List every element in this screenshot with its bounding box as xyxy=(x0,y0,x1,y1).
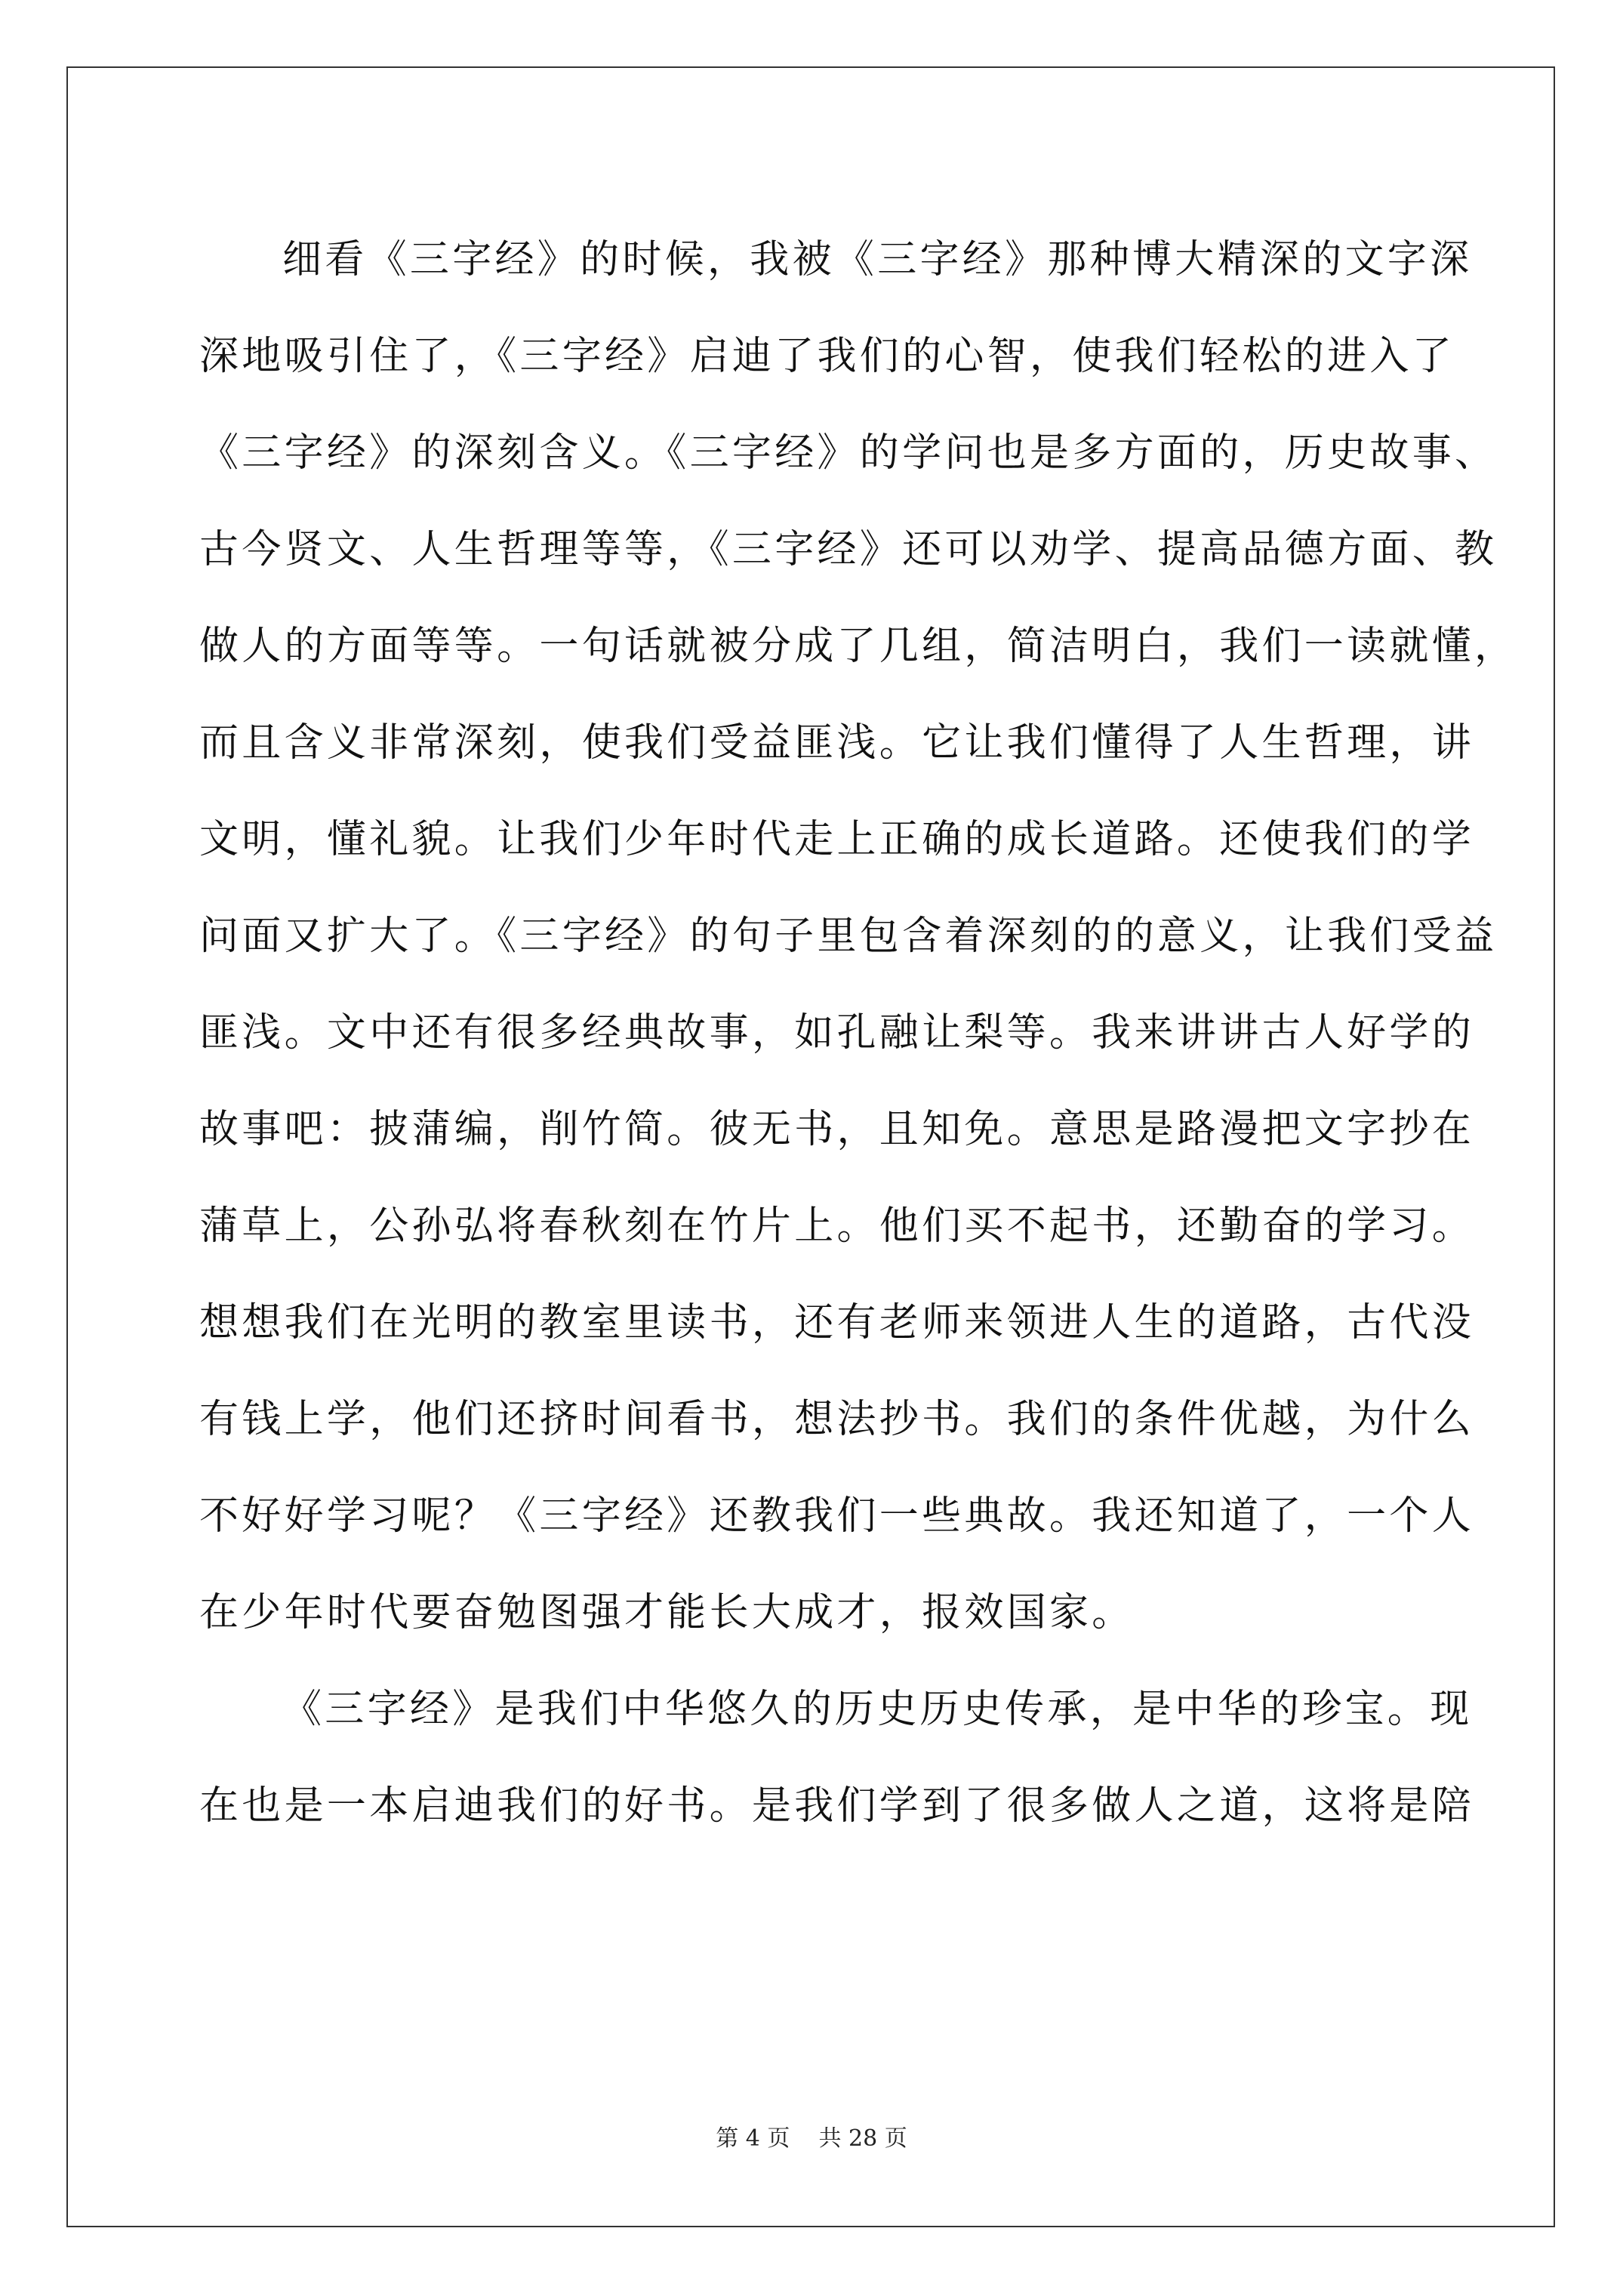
text-line: 细看《三字经》的时候，我被《三字经》那种博大精深的文字深 xyxy=(282,237,1473,282)
text-line: 故事吧：披蒲编，削竹简。彼无书，且知免。意思是路漫把文字抄在 xyxy=(199,1107,1475,1152)
text-line: 做人的方面等等。一句话就被分成了几组，简洁明白，我们一读就懂， xyxy=(199,624,1517,669)
text-line: 蒲草上，公孙弘将春秋刻在竹片上。他们买不起书，还勤奋的学习。 xyxy=(199,1203,1475,1249)
text-line: 在少年时代要奋勉图强才能长大成才，报效国家。 xyxy=(199,1590,1135,1635)
text-line: 问面又扩大了。《三字经》的句子里包含着深刻的的意义，让我们受益 xyxy=(199,914,1498,959)
page-number-footer: 第 4 页 共 28 页 xyxy=(716,2125,907,2152)
text-line: 在也是一本启迪我们的好书。是我们学到了很多做人之道，这将是陪 xyxy=(199,1783,1475,1829)
text-line: 匪浅。文中还有很多经典故事，如孔融让梨等。我来讲讲古人好学的 xyxy=(199,1010,1475,1056)
text-line: 不好好学习呢？《三字经》还教我们一些典故。我还知道了，一个人 xyxy=(199,1493,1475,1539)
text-line: 古今贤文、人生哲理等等，《三字经》还可以劝学、提高品德方面、教 xyxy=(199,527,1498,572)
text-line: 想想我们在光明的教室里读书，还有老师来领进人生的道路，古代没 xyxy=(199,1300,1475,1345)
text-line: 深地吸引住了，《三字经》启迪了我们的心智，使我们轻松的进入了 xyxy=(199,334,1455,379)
text-line: 文明，懂礼貌。让我们少年时代走上正确的成长道路。还使我们的学 xyxy=(199,817,1475,862)
text-line: 《三字经》的深刻含义。《三字经》的学问也是多方面的，历史故事、 xyxy=(199,430,1498,476)
text-line: 而且含义非常深刻，使我们受益匪浅。它让我们懂得了人生哲理，讲 xyxy=(199,720,1475,766)
text-line: 有钱上学，他们还挤时间看书，想法抄书。我们的条件优越，为什么 xyxy=(199,1397,1475,1442)
document-body xyxy=(199,211,1517,1854)
text-line: 《三字经》是我们中华悠久的历史历史传承，是中华的珍宝。现 xyxy=(282,1687,1473,1732)
